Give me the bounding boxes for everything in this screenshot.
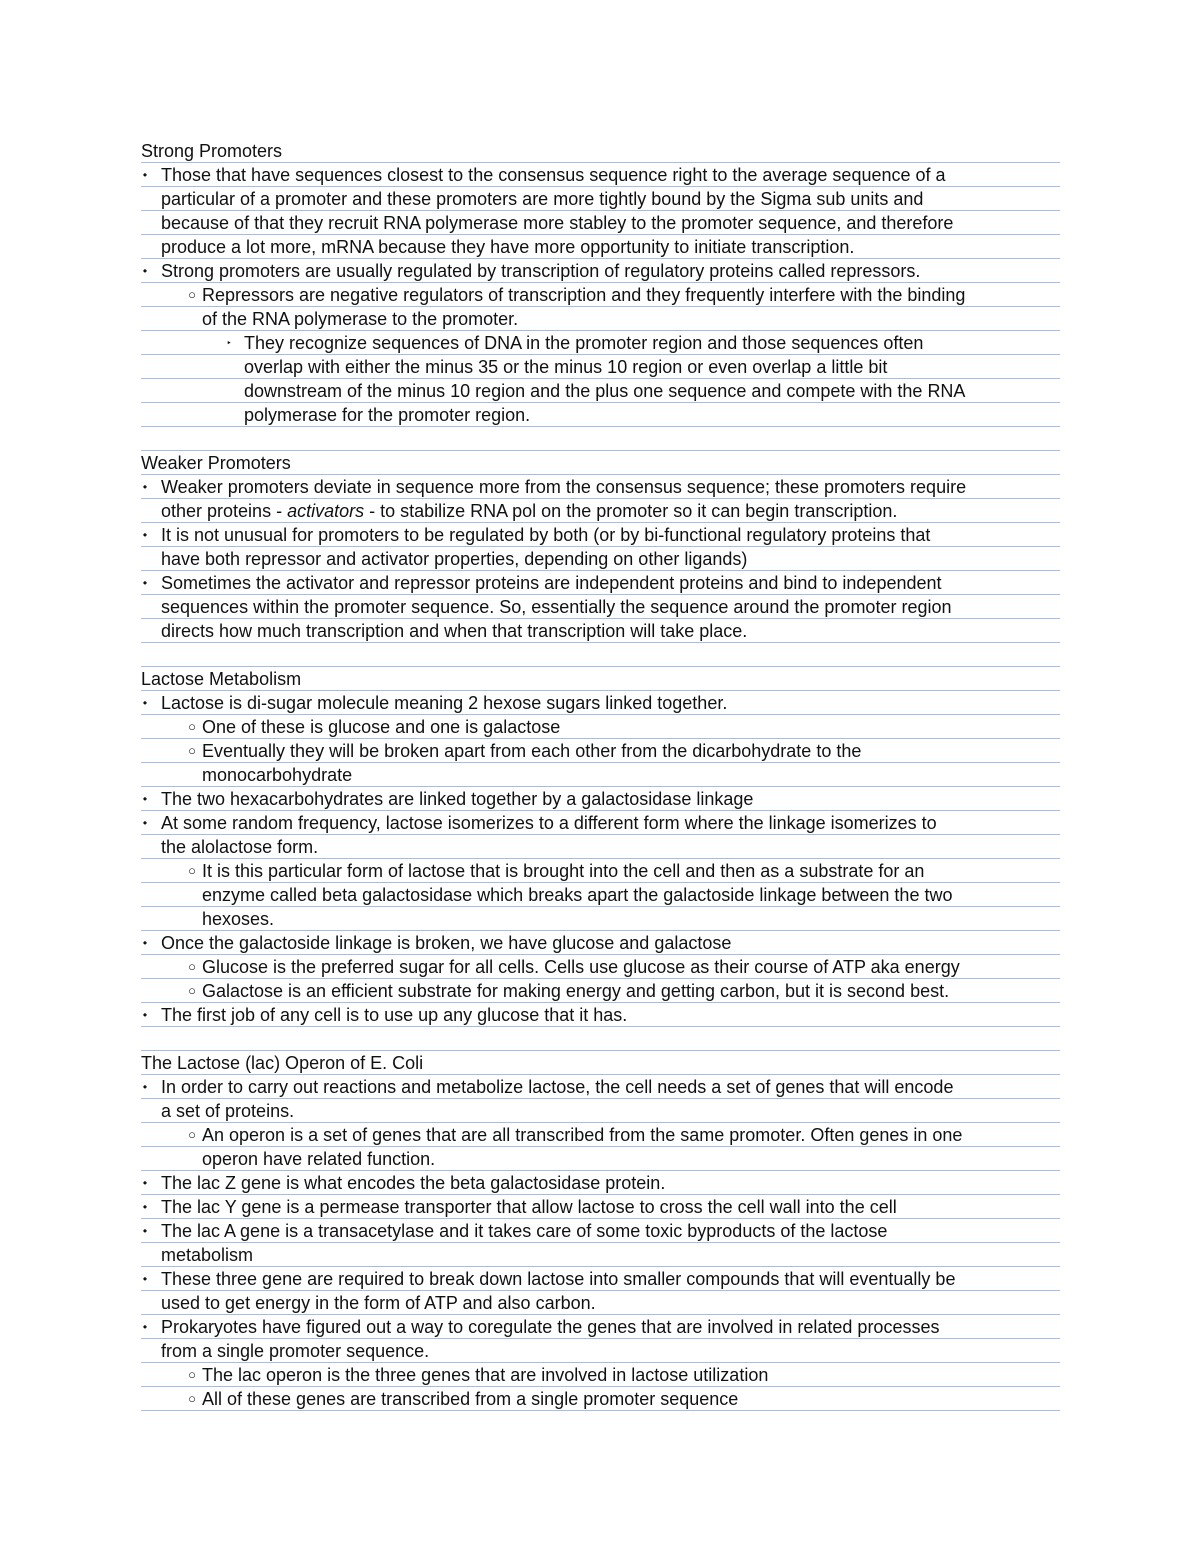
bullet-continuation: because of that they recruit RNA polymerase more stabley to the promoter sequence, and therefore xyxy=(141,211,1060,235)
bullet-continuation: from a single promoter sequence. xyxy=(141,1339,1060,1363)
hollow-circle-bullet-icon: ○ xyxy=(188,863,196,878)
bullet-dot-icon: • xyxy=(142,936,148,950)
blank-line xyxy=(141,1027,1060,1051)
hollow-circle-bullet-icon: ○ xyxy=(188,983,196,998)
bullet-item: • Prokaryotes have figured out a way to coregulate the genes that are involved in related processes xyxy=(141,1315,1060,1339)
section-heading-weaker-promoters xyxy=(141,451,1060,475)
hollow-circle-bullet-icon: ○ xyxy=(188,1127,196,1142)
sub-bullet-item: ○ The lac operon is the three genes that are involved in lactose utilization xyxy=(141,1363,1060,1387)
bullet-item: • Strong promoters are usually regulated by transcription of regulatory proteins called repressors. xyxy=(141,259,1060,283)
sub-bullet-item: ○ All of these genes are transcribed from a single promoter sequence xyxy=(141,1387,1060,1411)
sub-bullet-item: ○ Eventually they will be broken apart from each other from the dicarbohydrate to the xyxy=(141,739,1060,763)
bullet-item: • The lac A gene is a transacetylase and it takes care of some toxic byproducts of the lactose xyxy=(141,1219,1060,1243)
bullet-continuation: used to get energy in the form of ATP and also carbon. xyxy=(141,1291,1060,1315)
bullet-item: • It is not unusual for promoters to be regulated by both (or by bi-functional regulatory proteins that xyxy=(141,523,1060,547)
sub-sub-bullet-continuation: downstream of the minus 10 region and the plus one sequence and compete with the RNA xyxy=(141,379,1060,403)
bullet-dot-icon: • xyxy=(142,1176,148,1190)
hollow-circle-bullet-icon: ○ xyxy=(188,1391,196,1406)
bullet-continuation: metabolism xyxy=(141,1243,1060,1267)
bullet-dot-icon: • xyxy=(142,1008,148,1022)
bullet-item: • The lac Z gene is what encodes the beta galactosidase protein. xyxy=(141,1171,1060,1195)
bullet-dot-icon: • xyxy=(142,792,148,806)
section-heading-lac-operon xyxy=(141,1051,1060,1075)
blank-line xyxy=(141,643,1060,667)
emphasized-term: activators xyxy=(287,501,365,521)
bullet-continuation: directs how much transcription and when that transcription will take place. xyxy=(141,619,1060,643)
bullet-item: • Sometimes the activator and repressor proteins are independent proteins and bind to independent xyxy=(141,571,1060,595)
bullet-continuation: other proteins - activators - to stabilize RNA pol on the promoter so it can begin transcription. xyxy=(141,499,1060,523)
hollow-circle-bullet-icon: ○ xyxy=(188,1367,196,1382)
bullet-item: • Weaker promoters deviate in sequence more from the consensus sequence; these promoters require xyxy=(141,475,1060,499)
bullet-continuation: have both repressor and activator properties, depending on other ligands) xyxy=(141,547,1060,571)
heading-text: Weaker Promoters xyxy=(141,453,291,473)
bullet-item: • At some random frequency, lactose isomerizes to a different form where the linkage isomerizes to xyxy=(141,811,1060,835)
bullet-dot-icon: • xyxy=(142,576,148,590)
bullet-item: • These three gene are required to break down lactose into smaller compounds that will eventually be xyxy=(141,1267,1060,1291)
sub-bullet-continuation: enzyme called beta galactosidase which breaks apart the galactoside linkage between the two xyxy=(141,883,1060,907)
section-heading-strong-promoters xyxy=(141,139,1060,163)
heading-text: The Lactose (lac) Operon of E. Coli xyxy=(141,1053,424,1073)
bullet-dot-icon: • xyxy=(142,168,148,182)
bullet-dot-icon: • xyxy=(142,816,148,830)
bullet-dot-icon: • xyxy=(142,480,148,494)
bullet-dot-icon: • xyxy=(142,696,148,710)
bullet-item: • Those that have sequences closest to the consensus sequence right to the average sequence of a xyxy=(141,163,1060,187)
section-heading-lactose-metabolism xyxy=(141,667,1060,691)
sub-sub-bullet-continuation: polymerase for the promoter region. xyxy=(141,403,1060,427)
sub-bullet-continuation: monocarbohydrate xyxy=(141,763,1060,787)
sub-bullet-continuation: of the RNA polymerase to the promoter. xyxy=(141,307,1060,331)
sub-bullet-continuation: hexoses. xyxy=(141,907,1060,931)
bullet-continuation: sequences within the promoter sequence. So, essentially the sequence around the promoter region xyxy=(141,595,1060,619)
bullet-dot-icon: • xyxy=(142,1200,148,1214)
bullet-item: • Once the galactoside linkage is broken, we have glucose and galactose xyxy=(141,931,1060,955)
sub-bullet-continuation: operon have related function. xyxy=(141,1147,1060,1171)
blank-line xyxy=(141,427,1060,451)
sub-bullet-item: ○ Repressors are negative regulators of transcription and they frequently interfere with the binding xyxy=(141,283,1060,307)
bullet-item: • Lactose is di-sugar molecule meaning 2 hexose sugars linked together. xyxy=(141,691,1060,715)
sub-bullet-item: ○ Glucose is the preferred sugar for all cells. Cells use glucose as their course of ATP aka energy xyxy=(141,955,1060,979)
bullet-item: • The lac Y gene is a permease transporter that allow lactose to cross the cell wall into the cell xyxy=(141,1195,1060,1219)
triangle-bullet-icon: ‣ xyxy=(226,338,232,348)
bullet-dot-icon: • xyxy=(142,1224,148,1238)
bullet-continuation: produce a lot more, mRNA because they have more opportunity to initiate transcription. xyxy=(141,235,1060,259)
sub-bullet-item: ○ It is this particular form of lactose that is brought into the cell and then as a substrate for an xyxy=(141,859,1060,883)
bullet-item: • The two hexacarbohydrates are linked together by a galactosidase linkage xyxy=(141,787,1060,811)
bullet-dot-icon: • xyxy=(142,264,148,278)
bullet-item: • In order to carry out reactions and metabolize lactose, the cell needs a set of genes that will encode xyxy=(141,1075,1060,1099)
sub-bullet-item: ○ An operon is a set of genes that are all transcribed from the same promoter. Often genes in one xyxy=(141,1123,1060,1147)
hollow-circle-bullet-icon: ○ xyxy=(188,287,196,302)
bullet-continuation: particular of a promoter and these promoters are more tightly bound by the Sigma sub units and xyxy=(141,187,1060,211)
bullet-dot-icon: • xyxy=(142,1272,148,1286)
bullet-dot-icon: • xyxy=(142,528,148,542)
sub-sub-bullet-continuation: overlap with either the minus 35 or the minus 10 region or even overlap a little bit xyxy=(141,355,1060,379)
sub-bullet-item: ○ One of these is glucose and one is galactose xyxy=(141,715,1060,739)
sub-bullet-item: ○ Galactose is an efficient substrate for making energy and getting carbon, but it is second best. xyxy=(141,979,1060,1003)
hollow-circle-bullet-icon: ○ xyxy=(188,743,196,758)
heading-text: Lactose Metabolism xyxy=(141,669,302,689)
document-page xyxy=(141,139,1060,1411)
bullet-continuation: a set of proteins. xyxy=(141,1099,1060,1123)
bullet-dot-icon: • xyxy=(142,1080,148,1094)
heading-text: Strong Promoters xyxy=(141,141,283,161)
bullet-item: • The first job of any cell is to use up any glucose that it has. xyxy=(141,1003,1060,1027)
bullet-dot-icon: • xyxy=(142,1320,148,1334)
sub-sub-bullet-item: ‣ They recognize sequences of DNA in the promoter region and those sequences often xyxy=(141,331,1060,355)
bullet-continuation: the alolactose form. xyxy=(141,835,1060,859)
hollow-circle-bullet-icon: ○ xyxy=(188,719,196,734)
hollow-circle-bullet-icon: ○ xyxy=(188,959,196,974)
